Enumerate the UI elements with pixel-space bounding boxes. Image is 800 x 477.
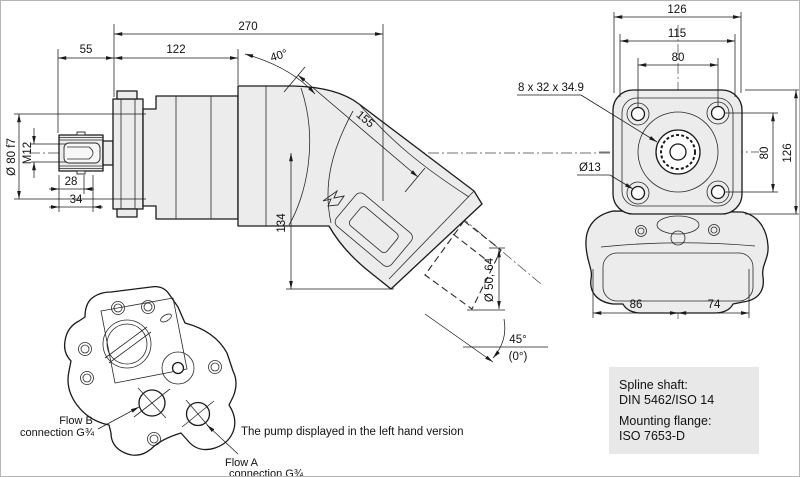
bolt-hole bbox=[712, 107, 725, 120]
info-spline-value: DIN 5462/ISO 14 bbox=[619, 393, 715, 407]
flow-a-label-line1: Flow A bbox=[225, 457, 259, 469]
splined-shaft bbox=[59, 132, 113, 174]
dim-flange-to-bend: 122 bbox=[166, 44, 186, 56]
mounting-flange bbox=[113, 91, 143, 217]
dim-pilot-diameter: Ø 80 f7 bbox=[6, 138, 18, 176]
shaft-bore bbox=[670, 144, 686, 160]
pump-dimension-drawing bbox=[1, 1, 800, 477]
flow-b-label-line1: Flow B bbox=[59, 415, 93, 427]
info-flange-value: ISO 7653-D bbox=[619, 429, 686, 443]
rear-view bbox=[517, 4, 800, 319]
bolt-hole bbox=[712, 186, 725, 199]
flow-b-label-line2: connection G¾ bbox=[20, 427, 94, 439]
info-flange-title: Mounting flange: bbox=[619, 414, 712, 428]
dim-swivel-min: (0°) bbox=[508, 351, 528, 363]
dim-bend-angle: 40° bbox=[269, 47, 290, 65]
spline-spec-label: 8 x 32 x 34.9 bbox=[518, 82, 584, 94]
dim-swivel-max: 45° bbox=[509, 334, 527, 346]
dim-shaft-protrusion: 55 bbox=[79, 44, 93, 56]
hole-diameter-label: Ø13 bbox=[579, 162, 601, 174]
info-box bbox=[609, 367, 759, 454]
rear-flange bbox=[613, 90, 742, 214]
dim-body-right: 74 bbox=[707, 299, 721, 311]
dim-hole-spacing-h: 80 bbox=[671, 52, 685, 64]
dim-housing-length: 155 bbox=[353, 108, 377, 131]
port-view bbox=[20, 287, 304, 477]
bolt-hole bbox=[632, 108, 645, 121]
dim-shaft-length: 34 bbox=[69, 194, 83, 206]
flow-a-label-line2: connection G¾ bbox=[229, 468, 303, 477]
dim-thread: M12 bbox=[22, 141, 34, 165]
version-note: The pump displayed in the left hand version bbox=[241, 426, 464, 438]
dim-axis-to-bottom: 134 bbox=[276, 213, 288, 233]
dim-face-width: 115 bbox=[667, 28, 687, 40]
dim-spline-length: 28 bbox=[64, 176, 78, 188]
info-spline-title: Spline shaft: bbox=[619, 378, 688, 392]
rear-body bbox=[586, 211, 768, 313]
dim-flange-width: 126 bbox=[667, 4, 687, 16]
dim-hole-spacing-v: 80 bbox=[759, 146, 771, 160]
dim-flange-height: 126 bbox=[782, 143, 794, 163]
pump-front-body bbox=[143, 96, 238, 219]
dim-outlet: Ø 50, 64 bbox=[484, 257, 496, 303]
dim-overall-length: 270 bbox=[238, 21, 258, 33]
bolt-hole bbox=[632, 187, 645, 200]
dim-body-left: 86 bbox=[629, 299, 643, 311]
